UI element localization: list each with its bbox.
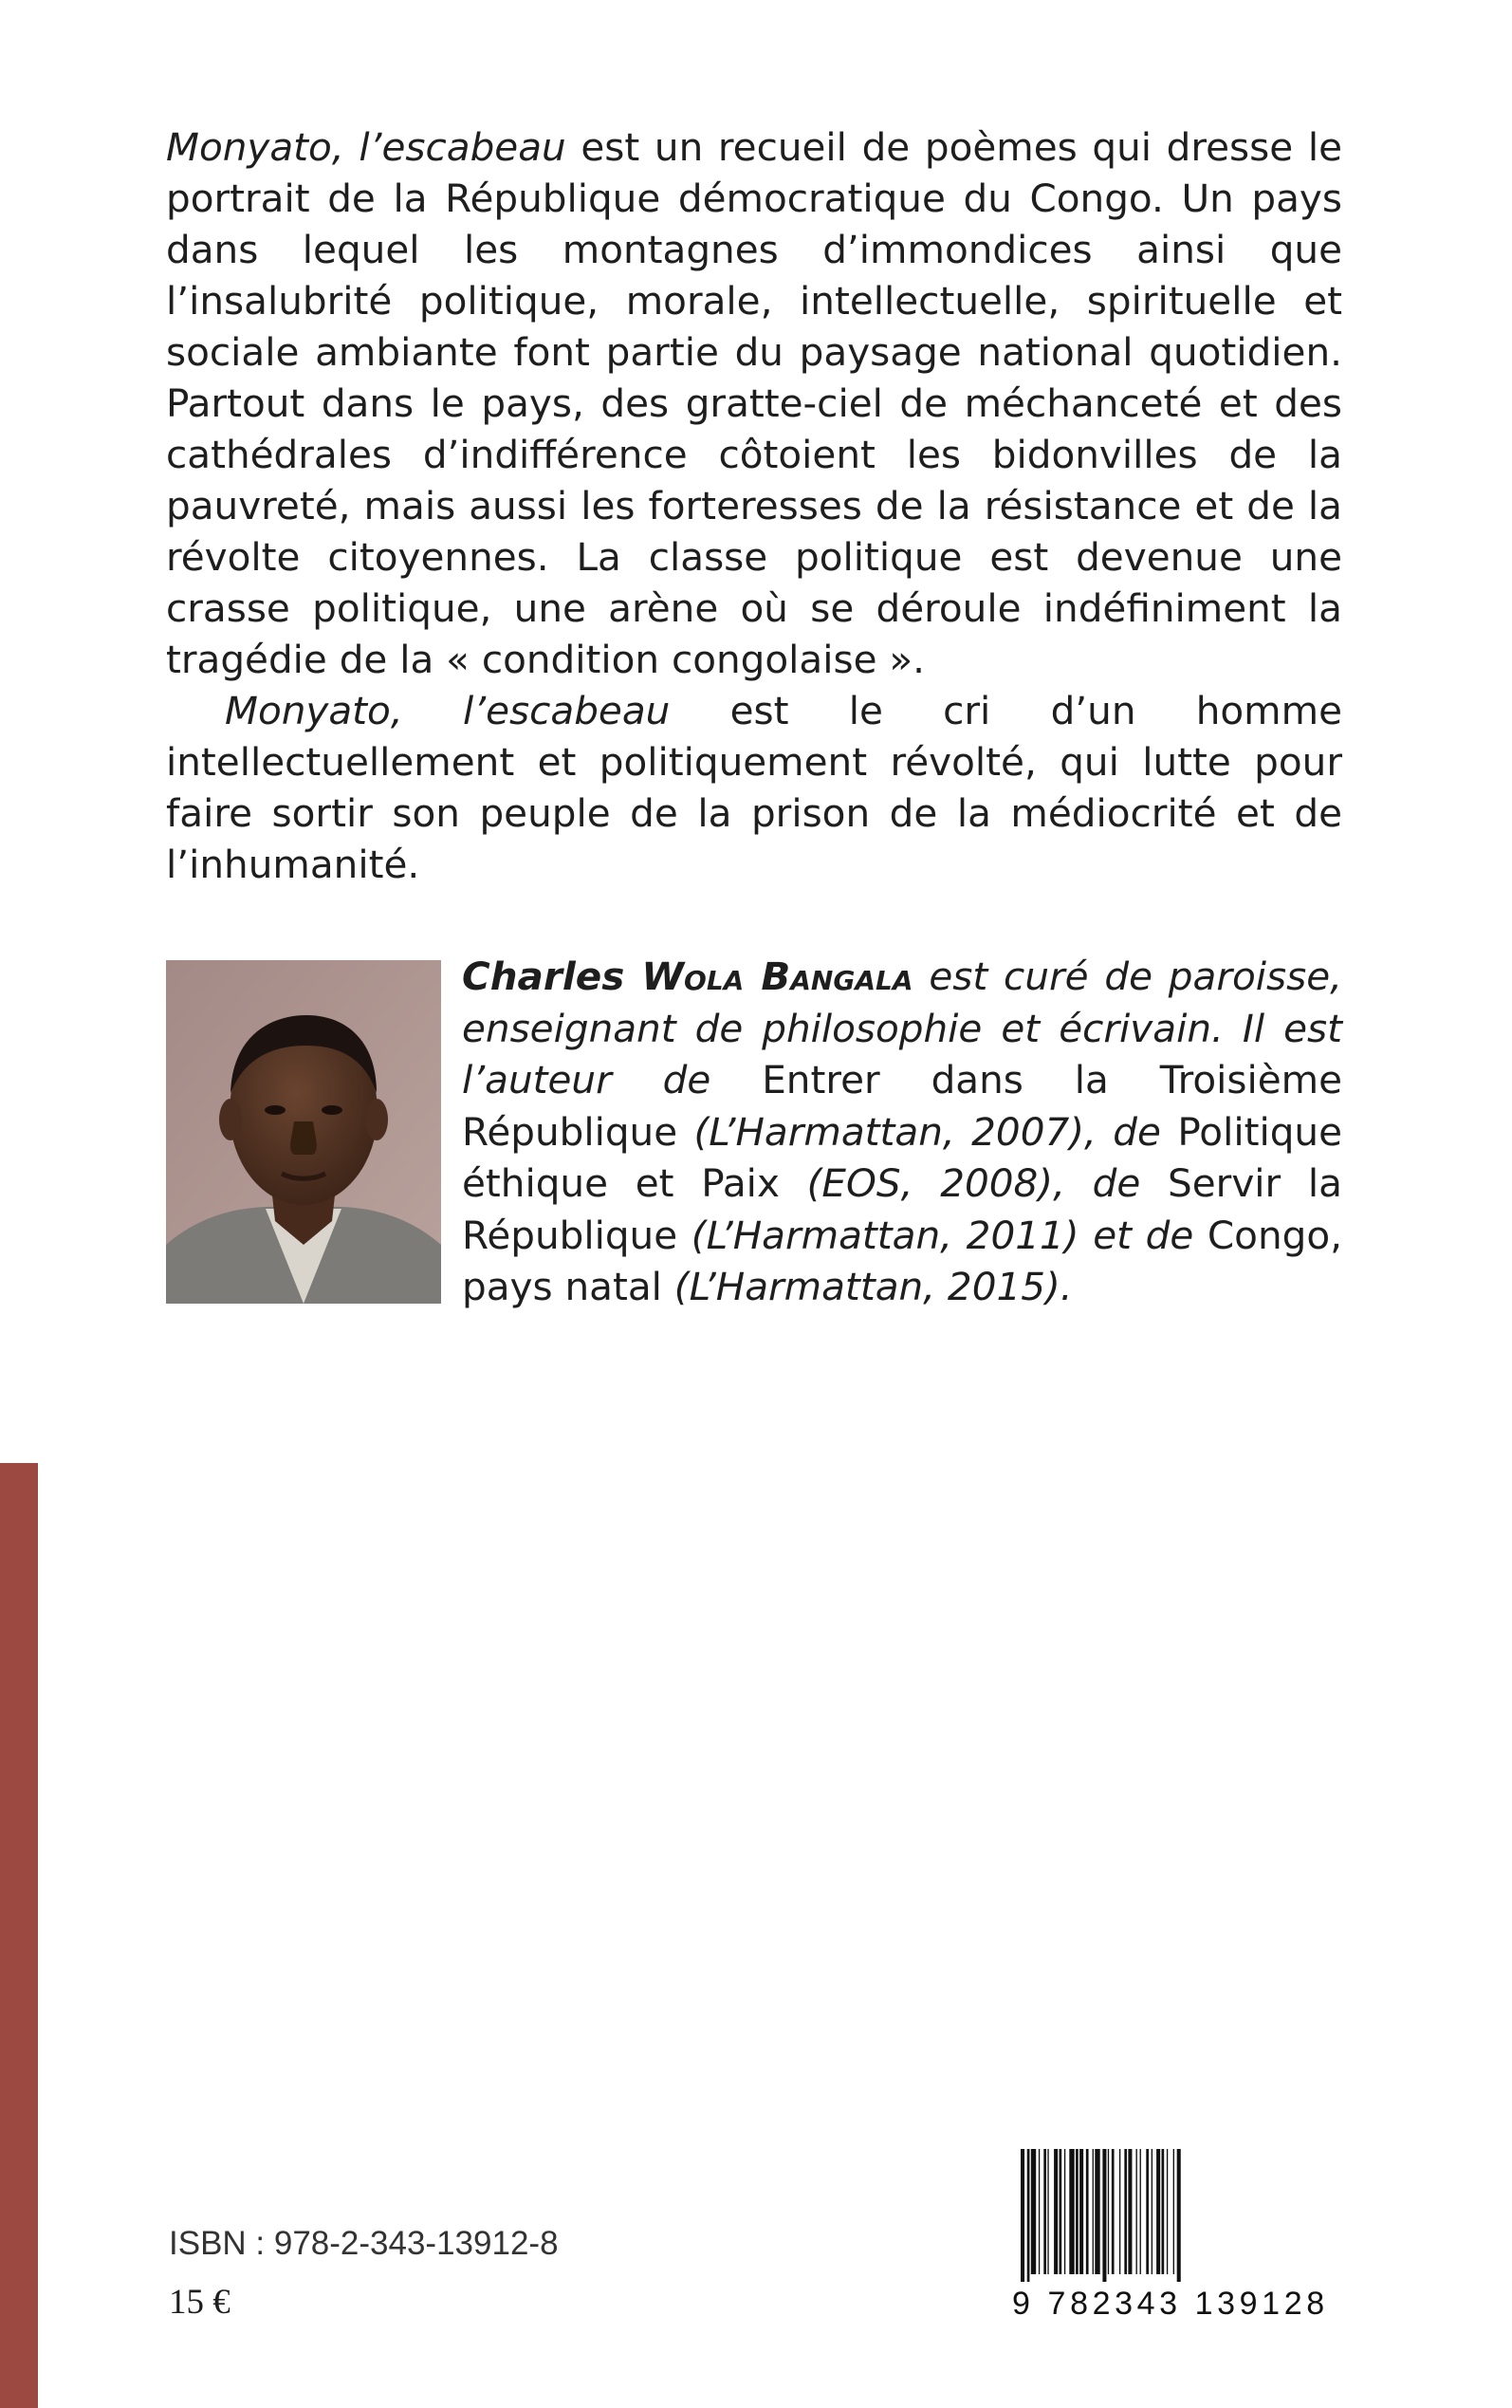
book-entry-2: Politique éthique et Paix: [462, 1108, 1342, 1206]
blurb-text-1: est un recueil de poèmes qui dresse le portrait de la République démocratique du Congo. Un pays dans lequel les montagnes d’immondices ainsi que l’insalubrité politique, morale, intellectuelle, spirituelle et sociale ambiante font partie du paysage national quotidien. Partout dans le pays, des gratte-ciel de méchanceté et des cathédrales d’indifférence côtoient les bidonvilles de la pauvreté, mais aussi les forteresses de la résistance et de la révolte citoyennes. La classe politique est devenue une crasse politique, une arène où se déroule indéfiniment la tragédie de la « condition congolaise ».: [166, 124, 1342, 682]
spine-color-bar: [0, 1463, 38, 2408]
back-cover-blurb: [166, 121, 1342, 890]
book-entry-3: Servir la République: [462, 1160, 1342, 1258]
publisher-1: (L’Harmattan, 2007), de: [677, 1108, 1178, 1155]
isbn-label: ISBN : 978-2-343-13912-8: [169, 2225, 559, 2262]
book-entry-1: Entrer dans la Troisième République: [462, 1057, 1343, 1155]
book-title: Monyato, l’escabeau: [225, 688, 671, 733]
author-photo: [166, 960, 441, 1304]
publisher-4: (L’Harmattan, 2015).: [661, 1264, 1073, 1309]
book-entry-4: Congo, pays natal: [462, 1212, 1342, 1309]
blurb-text-2: est le cri d’un homme intellectuellement et politiquement révolté, qui lutte pour faire sortir son peuple de la prison de la médiocrité et de l’inhumanité.: [166, 688, 1343, 887]
blurb-paragraph-1: [166, 121, 1342, 685]
bio-text: est curé de paroisse, enseignant de philosophie et écrivain. Il est l’auteur de: [462, 954, 1342, 1102]
publisher-2: (EOS, 2008), de: [779, 1160, 1169, 1206]
author-last-name: Wola Bangala: [641, 954, 913, 999]
publisher-3: (L’Harmattan, 2011) et de: [677, 1212, 1208, 1258]
author-first-name: Charles: [462, 954, 642, 999]
blurb-paragraph-2: [166, 685, 1342, 890]
barcode-digits: 9 782343 139128: [1012, 2286, 1329, 2322]
author-bio: [462, 951, 1342, 1313]
book-title: Monyato, l’escabeau: [166, 124, 566, 170]
price-label: 15 €: [169, 2283, 230, 2322]
